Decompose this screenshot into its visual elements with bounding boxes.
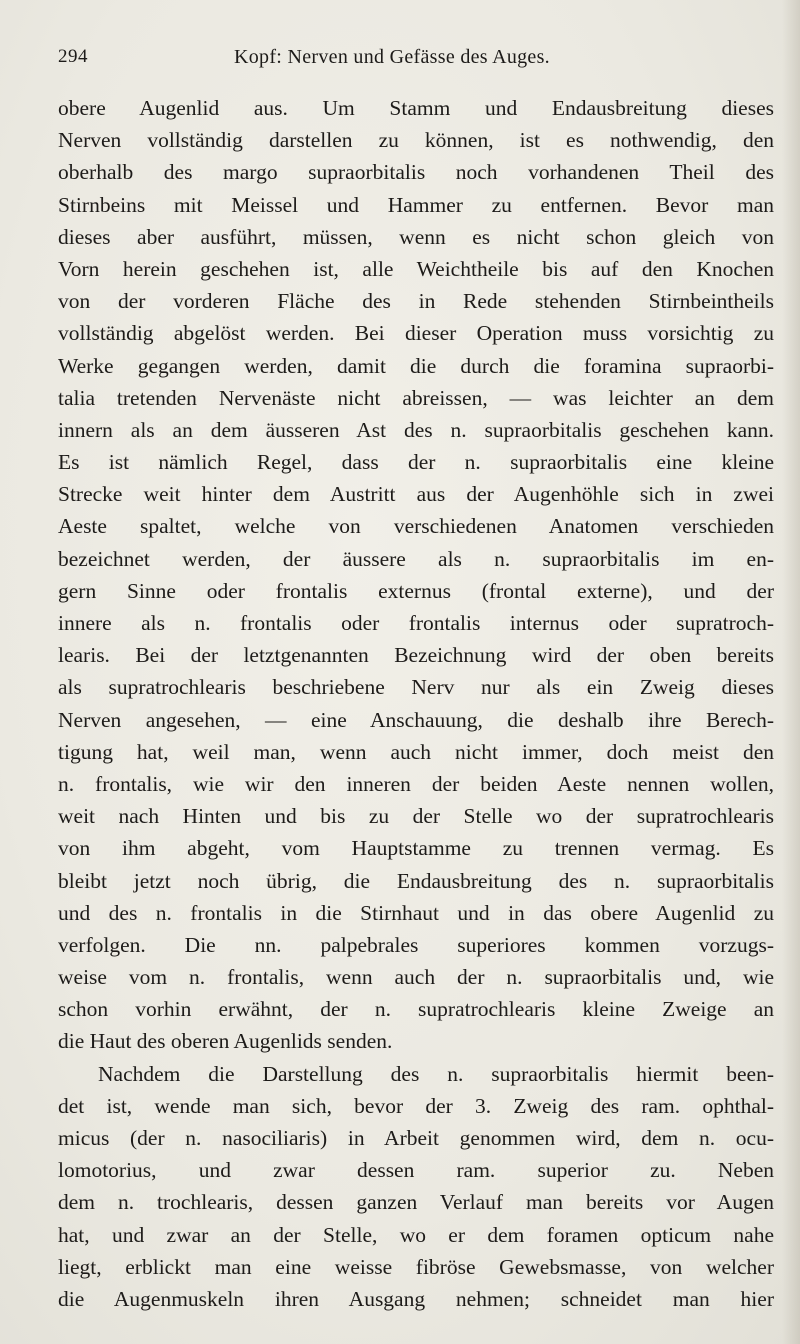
text-line: lomotorius, und zwar dessen ram. superior zu. Neben — [58, 1158, 774, 1183]
text-line: Vorn herein geschehen ist, alle Weichtheile bis auf den Knochen — [58, 256, 774, 281]
text-line: Nerven angesehen, — eine Anschauung, die deshalb ihre Berech- — [58, 707, 774, 732]
text-line: die Augenmuskeln ihren Ausgang nehmen; schneidet man hier — [58, 1286, 774, 1311]
text-line: Werke gegangen werden, damit die durch die foramina supraorbi- — [58, 353, 774, 378]
text-line: von ihm abgeht, vom Hauptstamme zu trennen vermag. Es — [58, 836, 774, 861]
text-line: Es ist nämlich Regel, dass der n. supraorbitalis eine kleine — [58, 450, 774, 475]
text-line: obere Augenlid aus. Um Stamm und Endausbreitung dieses — [58, 96, 774, 120]
text-line: innern als an dem äusseren Ast des n. supraorbitalis geschehen kann. — [58, 417, 774, 442]
text-line: weit nach Hinten und bis zu der Stelle wo der supratrochlearis — [58, 804, 774, 829]
running-title: Kopf: Nerven und Gefässe des Auges. — [234, 46, 550, 68]
text-line: als supratrochlearis beschriebene Nerv nur als ein Zweig dieses — [58, 675, 774, 700]
text-line: talia tretenden Nervenäste nicht abreissen, — was leichter an dem — [58, 385, 774, 410]
text-line: Aeste spaltet, welche von verschiedenen Anatomen verschieden — [58, 514, 774, 539]
page-edge-shadow — [782, 0, 800, 1344]
text-line: schon vorhin erwähnt, der n. supratrochlearis kleine Zweige an — [58, 997, 774, 1022]
text-line: tigung hat, weil man, wenn auch nicht immer, doch meist den — [58, 739, 774, 764]
text-line: vollständig abgelöst werden. Bei dieser Operation muss vorsichtig zu — [58, 321, 774, 346]
text-line: weise vom n. frontalis, wenn auch der n. supraorbitalis und, wie — [58, 965, 774, 990]
text-line: Nerven vollständig darstellen zu können, ist es nothwendig, den — [58, 128, 774, 153]
page-header — [58, 46, 758, 76]
body-text — [58, 92, 774, 1315]
text-line: und des n. frontalis in die Stirnhaut und in das obere Augenlid zu — [58, 900, 774, 925]
paragraph-start-line: Nachdem die Darstellung des n. supraorbitalis hiermit been- — [98, 1061, 774, 1086]
text-line: verfolgen. Die nn. palpebrales superiores kommen vorzugs- — [58, 932, 774, 957]
text-line: bezeichnet werden, der äussere als n. supraorbitalis im en- — [58, 546, 774, 571]
text-line: liegt, erblickt man eine weisse fibröse Gewebsmasse, von welcher — [58, 1254, 774, 1279]
text-line: dem n. trochlearis, dessen ganzen Verlauf man bereits vor Augen — [58, 1190, 774, 1215]
text-line: micus (der n. nasociliaris) in Arbeit genommen wird, dem n. ocu- — [58, 1126, 774, 1150]
text-line: n. frontalis, wie wir den inneren der beiden Aeste nennen wollen, — [58, 771, 774, 796]
text-line: Stirnbeins mit Meissel und Hammer zu entfernen. Bevor man — [58, 192, 774, 217]
text-line: det ist, wende man sich, bevor der 3. Zweig des ram. ophthal- — [58, 1093, 774, 1118]
page-number: 294 — [58, 46, 88, 67]
text-line: oberhalb des margo supraorbitalis noch vorhandenen Theil des — [58, 160, 774, 185]
text-line: die Haut des oberen Augenlids senden. — [58, 1029, 393, 1054]
text-line: learis. Bei der letztgenannten Bezeichnung wird der oben bereits — [58, 643, 774, 668]
text-line: Strecke weit hinter dem Austritt aus der Augenhöhle sich in zwei — [58, 482, 774, 507]
text-line: innere als n. frontalis oder frontalis internus oder supratroch- — [58, 611, 774, 635]
text-line: bleibt jetzt noch übrig, die Endausbreitung des n. supraorbitalis — [58, 868, 774, 893]
text-line: von der vorderen Fläche des in Rede stehenden Stirnbeintheils — [58, 289, 774, 314]
text-line: dieses aber ausführt, müssen, wenn es nicht schon gleich von — [58, 224, 774, 249]
text-line: gern Sinne oder frontalis externus (frontal externe), und der — [58, 578, 774, 603]
text-line: hat, und zwar an der Stelle, wo er dem foramen opticum nahe — [58, 1222, 774, 1247]
